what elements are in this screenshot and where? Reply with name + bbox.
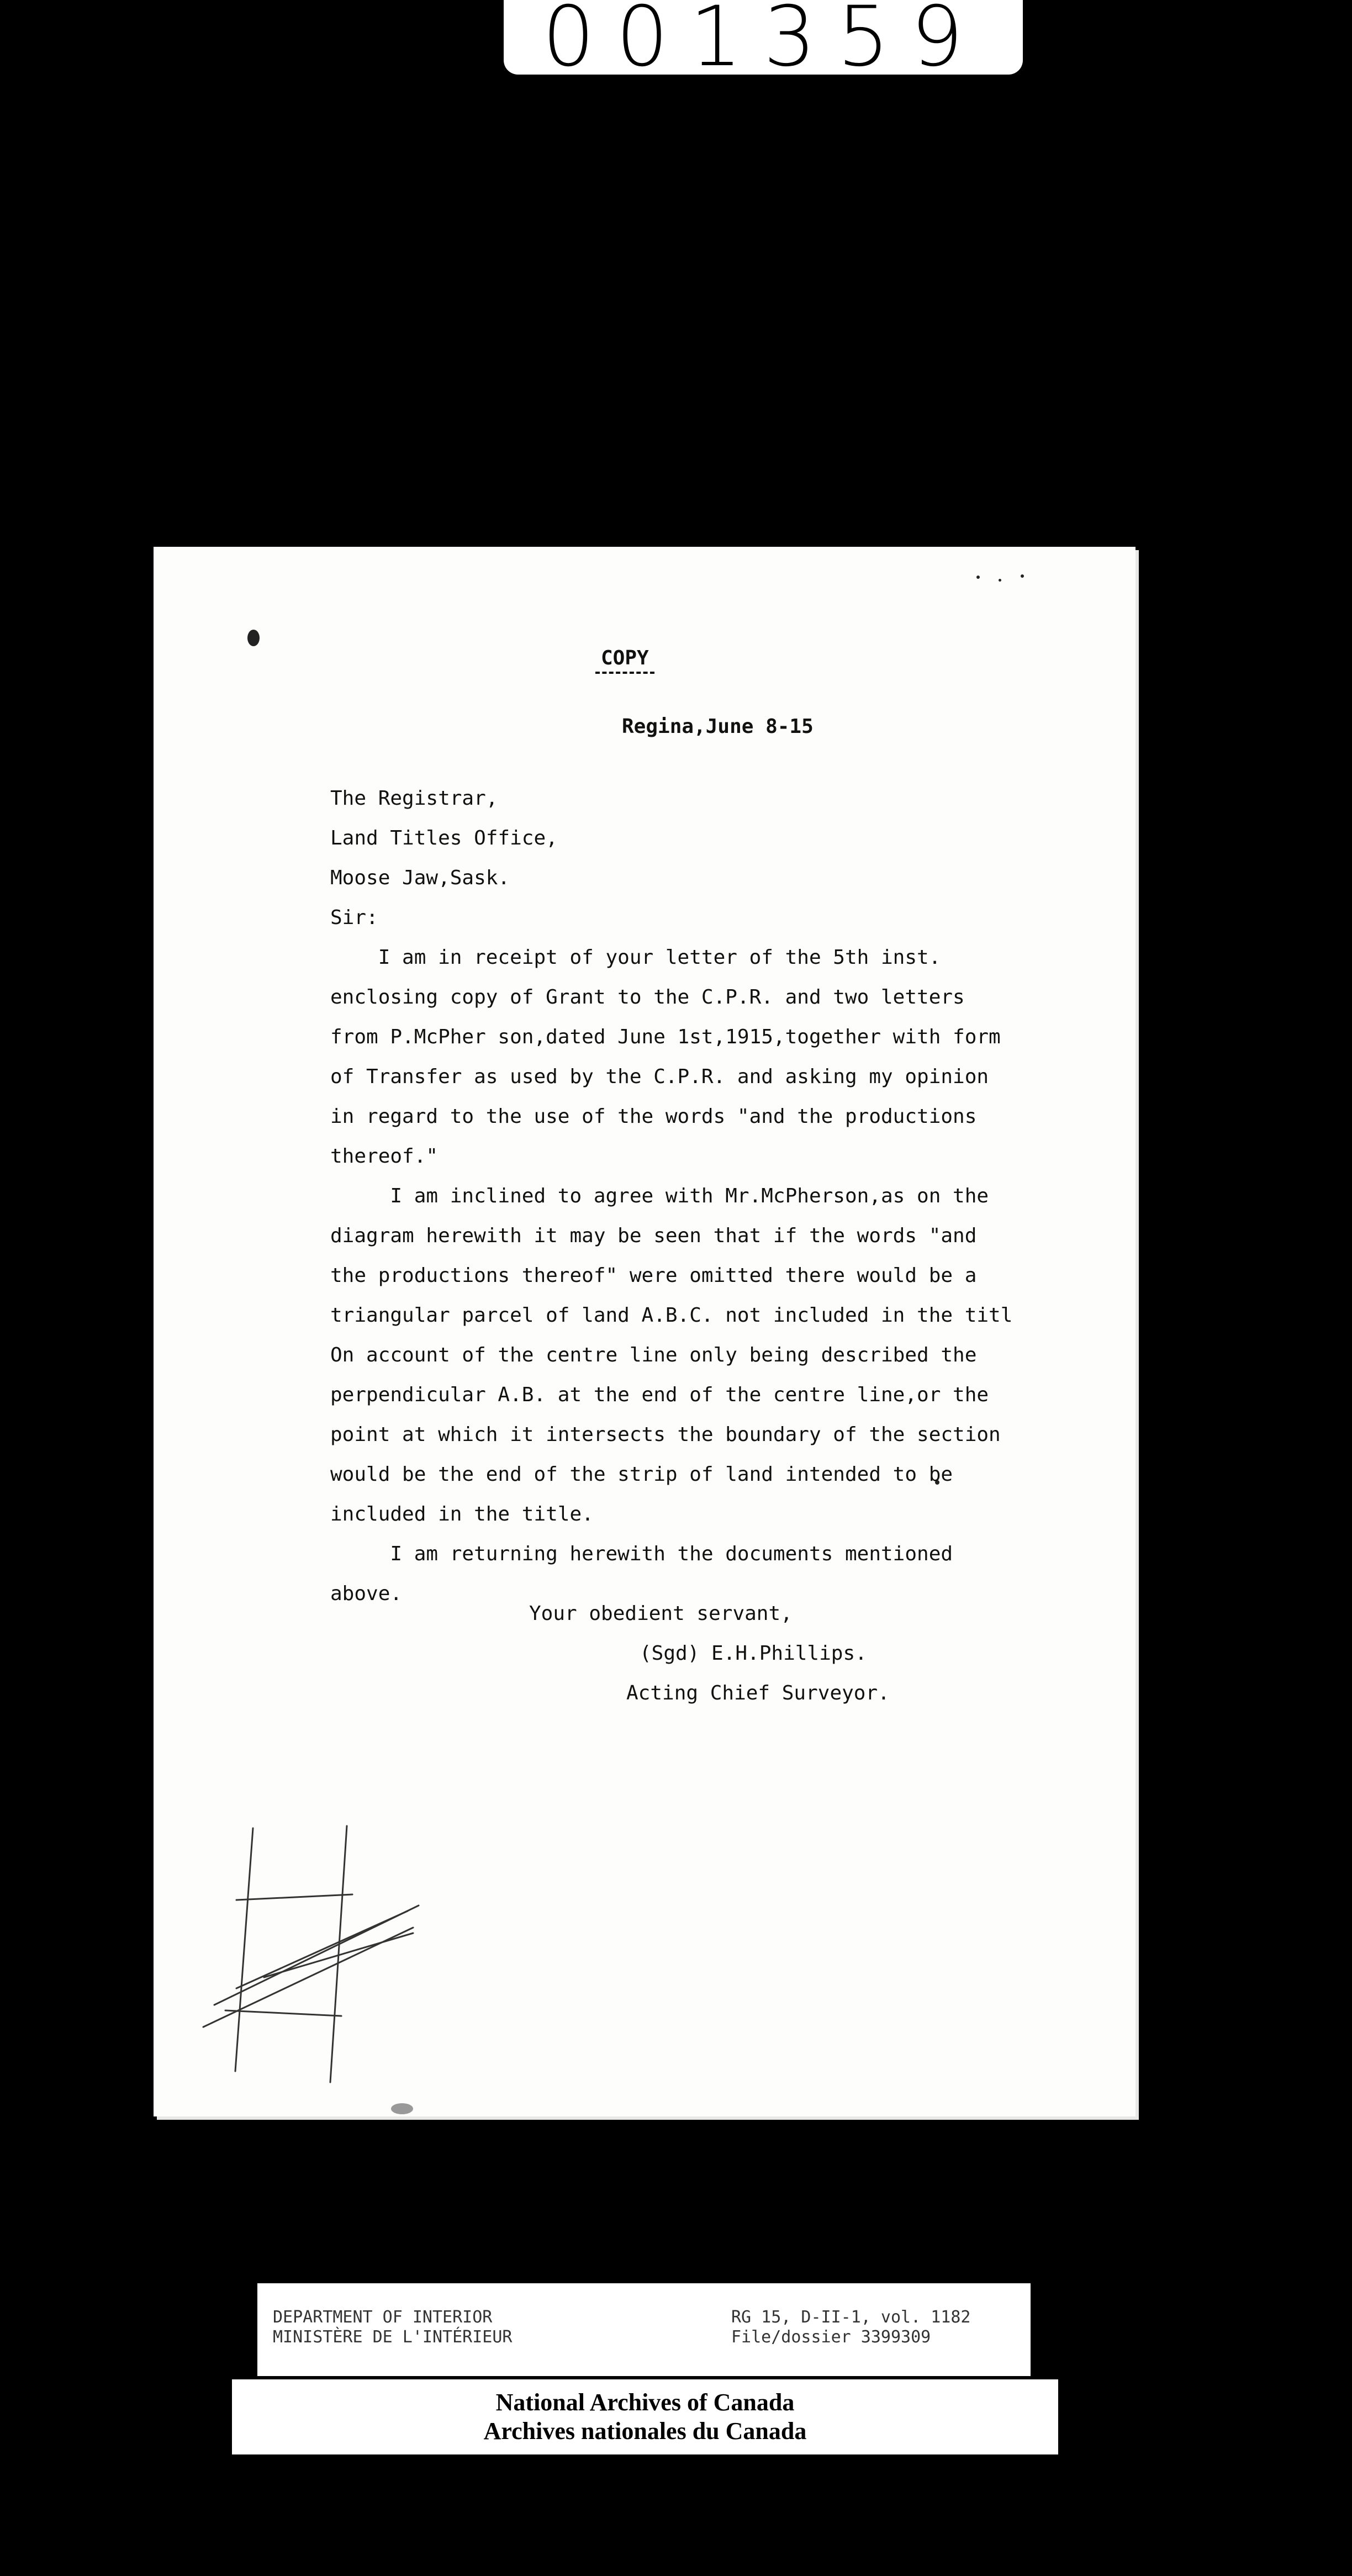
department-names	[273, 2308, 512, 2347]
paragraph-line: included in the title.	[330, 1503, 594, 1525]
address-line: Moose Jaw,Sask.	[330, 867, 510, 889]
copy-heading: COPY	[595, 646, 654, 674]
department-fr: MINISTÈRE DE L'INTÉRIEUR	[273, 2327, 513, 2347]
paragraph-line: would be the end of the strip of land intended to be	[330, 1463, 953, 1486]
institution-name-en: National Archives of Canada	[495, 2389, 795, 2416]
paragraph-line: I am in receipt of your letter of the 5th inst.	[330, 946, 941, 969]
land-diagram-sketch	[170, 1823, 435, 2088]
address-line: Land Titles Office,	[330, 827, 558, 849]
salutation: Sir:	[330, 906, 378, 929]
closing-salutation: Your obedient servant,	[529, 1602, 793, 1625]
paragraph-line: from P.McPher son,dated June 1st,1915,together with form	[330, 1026, 1001, 1048]
paragraph-line: in regard to the use of the words "and the productions	[330, 1105, 977, 1128]
institution-name-fr: Archives nationales du Canada	[483, 2417, 807, 2445]
paragraph-line: I am inclined to agree with Mr.McPherson,as on the	[330, 1185, 989, 1207]
paragraph-line: the productions thereof" were omitted there would be a	[330, 1264, 977, 1287]
document-page	[154, 547, 1136, 2116]
address-line: The Registrar,	[330, 787, 498, 810]
paragraph-line: of Transfer as used by the C.P.R. and asking my opinion	[330, 1065, 989, 1088]
record-group-reference: RG 15, D-II-1, vol. 1182	[731, 2308, 971, 2327]
reference-numbers	[731, 2308, 970, 2347]
paragraph-line: enclosing copy of Grant to the C.P.R. and two letters	[330, 986, 965, 1009]
paragraph-line: triangular parcel of land A.B.C. not included in the titl	[330, 1304, 1013, 1327]
archive-reference-label	[257, 2283, 1031, 2376]
department-en: DEPARTMENT OF INTERIOR	[273, 2308, 493, 2327]
paragraph-line: I am returning herewith the documents mentioned	[330, 1543, 953, 1565]
institution-label	[232, 2379, 1058, 2454]
paragraph-line: On account of the centre line only being described the	[330, 1344, 977, 1366]
paragraph-line: above.	[330, 1582, 403, 1605]
frame-number: 001359	[504, 0, 1023, 75]
paragraph-line: diagram herewith it may be seen that if the words "and	[330, 1224, 977, 1247]
paragraph-line: thereof."	[330, 1145, 439, 1168]
signatory-title: Acting Chief Surveyor.	[626, 1682, 890, 1704]
signature: (Sgd) E.H.Phillips.	[640, 1642, 867, 1665]
paragraph-line: perpendicular A.B. at the end of the centre line,or the	[330, 1384, 989, 1406]
file-number: File/dossier 3399309	[731, 2327, 931, 2347]
paragraph-line: point at which it intersects the boundary of the section	[330, 1423, 1001, 1446]
dateline: Regina,June 8-15	[622, 715, 814, 738]
